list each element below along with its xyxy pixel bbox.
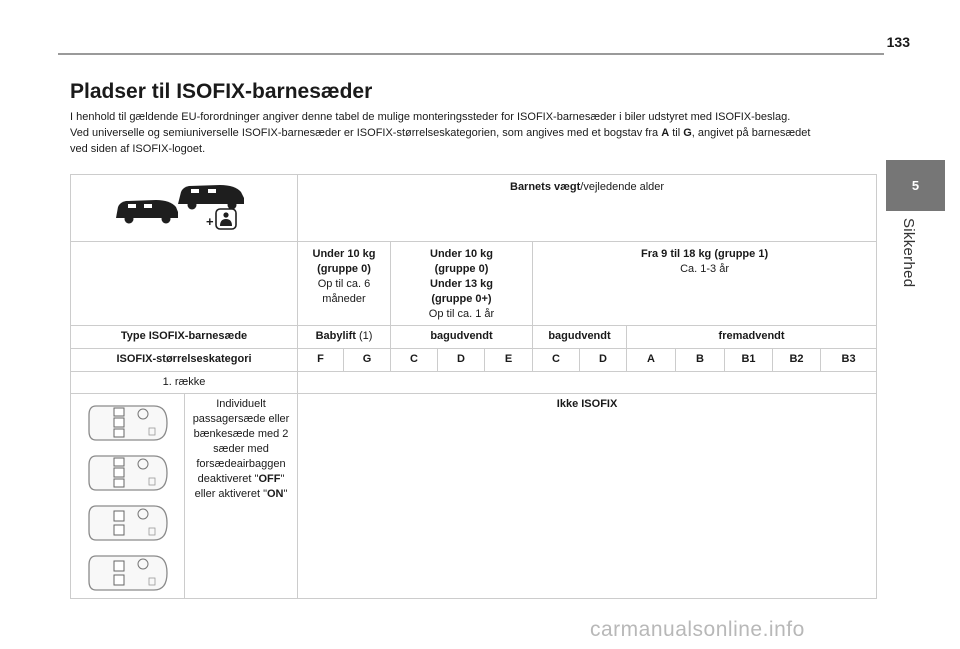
row-1-header	[71, 372, 877, 394]
group-1-cell: Fra 9 til 18 kg (gruppe 1) Ca. 1-3 år	[533, 242, 877, 326]
watermark: carmanualsonline.info	[590, 618, 805, 641]
chapter-number: 5	[911, 178, 920, 193]
group-0plus-cell: Under 10 kg (gruppe 0) Under 13 kg (gruppe 0+) Op til ca. 1 år	[391, 242, 533, 326]
svg-text:+: +	[206, 213, 214, 229]
group-row	[71, 242, 877, 326]
size-cell: G	[344, 349, 391, 372]
group-row-empty	[71, 242, 298, 326]
seat-row	[71, 394, 877, 599]
intro-line-2: Ved universelle og semiuniverselle ISOFIX-barnesæder er ISOFIX-størrelseskategorien, som angives med et bogstav fra	[70, 127, 662, 139]
seat-description: Individuelt passagersæde eller bænkesæde med 2 sæder med forsædeairbaggen deaktiveret "OFF" eller aktiveret "ON"	[185, 394, 298, 599]
type-forward: fremadvendt	[627, 326, 877, 349]
intro-line-2-mid: til	[669, 127, 684, 139]
chapter-tab[interactable]	[886, 160, 945, 211]
chapter-label: Sikkerhed	[900, 218, 917, 288]
vehicle-icon-cell	[71, 175, 298, 242]
size-cell: B	[676, 349, 725, 372]
type-rearward-1: bagudvendt	[391, 326, 533, 349]
size-cell: B3	[821, 349, 877, 372]
size-cell: D	[438, 349, 485, 372]
size-cell: C	[391, 349, 438, 372]
size-cell: C	[533, 349, 580, 372]
car-top-view-icon	[86, 401, 170, 445]
car-top-view-icon	[86, 551, 170, 595]
size-cell: D	[580, 349, 627, 372]
size-cell: A	[627, 349, 676, 372]
intro-line-2-end: , angivet på barnesædet	[691, 127, 811, 139]
page-number: 133	[886, 34, 910, 50]
intro-paragraph	[70, 109, 870, 157]
isofix-table	[70, 174, 877, 599]
row-1-header-empty	[298, 372, 877, 394]
size-cell: E	[485, 349, 533, 372]
size-cell: F	[298, 349, 344, 372]
child-seat-icon	[216, 209, 236, 229]
seat-diagrams	[71, 394, 185, 599]
van-icon	[114, 180, 254, 232]
group-0-cell: Under 10 kg (gruppe 0) Op til ca. 6 måneder	[298, 242, 391, 326]
type-rearward-2: bagudvendt	[533, 326, 627, 349]
type-row	[71, 326, 877, 349]
row-1-label: 1. række	[71, 372, 298, 394]
size-row-label: ISOFIX-størrelseskategori	[71, 349, 298, 372]
weight-header: Barnets vægt/vejledende alder	[298, 175, 877, 242]
top-divider	[58, 53, 884, 55]
type-row-label: Type ISOFIX-barnesæde	[71, 326, 298, 349]
intro-line-1: I henhold til gældende EU-forordninger angiver denne tabel de mulige monteringssteder for ISOFIX-barnesæder i biler udstyret med ISOFIX-beslag.	[70, 111, 791, 123]
car-top-view-icon	[86, 451, 170, 495]
size-letter-g: G	[683, 127, 692, 139]
size-cell: B2	[773, 349, 821, 372]
size-cell: B1	[725, 349, 773, 372]
page-title: Pladser til ISOFIX-barnesæder	[70, 80, 373, 103]
car-top-view-icon	[86, 501, 170, 545]
type-babylift: Babylift (1)	[298, 326, 391, 349]
size-letter-a: A	[661, 127, 670, 139]
size-row	[71, 349, 877, 372]
not-isofix-cell: Ikke ISOFIX	[298, 394, 877, 599]
header-row	[71, 175, 877, 242]
intro-line-3: ved siden af ISOFIX-logoet.	[70, 143, 206, 155]
